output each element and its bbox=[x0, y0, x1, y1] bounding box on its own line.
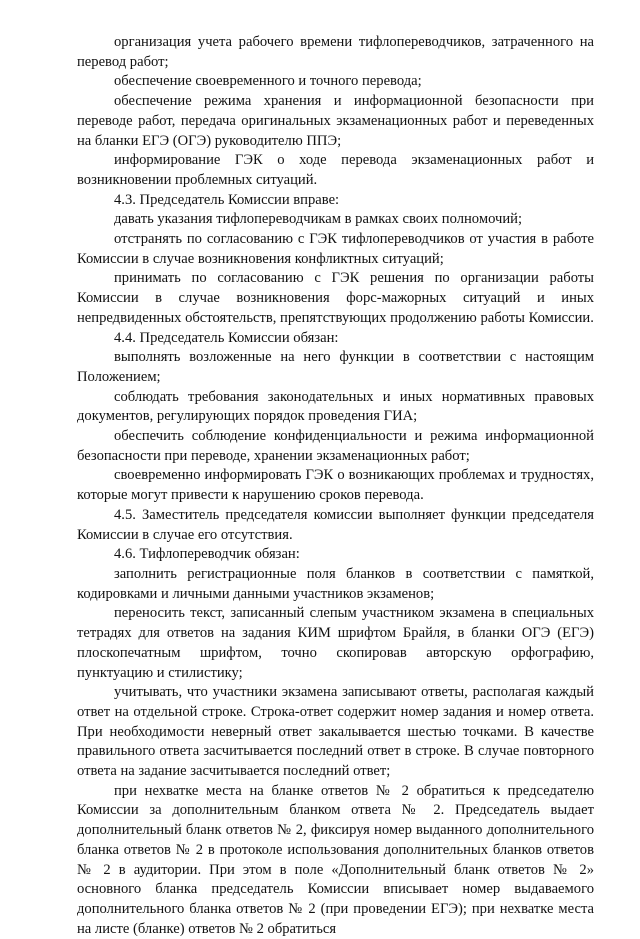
section-heading: 4.5. Заместитель председателя комиссии выполняет функции председателя Комиссии в случае его отсутствия. bbox=[77, 506, 594, 543]
section-heading: 4.6. Тифлопереводчик обязан: bbox=[114, 546, 300, 563]
paragraph: давать указания тифлопереводчикам в рамках своих полномочий; bbox=[114, 211, 522, 228]
paragraph: отстранять по согласованию с ГЭК тифлопереводчиков от участия в работе Комиссии в случае возникновения конфликтных ситуаций; bbox=[77, 231, 594, 267]
paragraph: организация учета рабочего времени тифлопереводчиков, затраченного на перевод работ; bbox=[77, 34, 594, 70]
paragraph: выполнять возложенные на него функции в соответствии с настоящим Положением; bbox=[77, 349, 594, 385]
section-heading: 4.3. Председатель Комиссии вправе: bbox=[114, 191, 340, 208]
paragraph: обеспечение режима хранения и информационной безопасности при переводе работ, передача оригинальных экзаменационных работ и переведенных на бланки ЕГЭ (ОГЭ) руководителю ППЭ; bbox=[77, 93, 594, 149]
paragraph: информирование ГЭК о ходе перевода экзаменационных работ и возникновении проблемных ситуаций. bbox=[77, 152, 594, 188]
paragraph: принимать по согласованию с ГЭК решения по организации работы Комиссии в случае возникновения форс-мажорных ситуаций и иных непредвиденных обстоятельств, препятствующих продолжению работы Комиссии. bbox=[77, 270, 594, 326]
document-body bbox=[77, 33, 594, 939]
paragraph: переносить текст, записанный слепым участником экзамена в специальных тетрадях для ответов на задания КИМ шрифтом Брайля, в бланки ОГЭ (ЕГЭ) плоскопечатным шрифтом, точно скопировав авторскую орфографию, пунктуацию и стилистику; bbox=[77, 605, 594, 681]
paragraph: заполнить регистрационные поля бланков в соответствии с памяткой, кодировками и личными данными участников экзаменов; bbox=[77, 565, 594, 602]
paragraph: обеспечение своевременного и точного перевода; bbox=[114, 73, 422, 90]
paragraph: обеспечить соблюдение конфиденциальности и режима информационной безопасности при переводе, хранении экзаменационных работ; bbox=[77, 428, 594, 464]
paragraph: своевременно информировать ГЭК о возникающих проблемах и трудностях, которые могут привести к нарушению сроков перевода. bbox=[77, 467, 594, 504]
paragraph: при нехватке места на бланке ответов № 2 обратиться к председателю Комиссии за дополнительным бланком ответа № 2. Председатель выдает дополнительный бланк ответов № 2, фиксируя номер выданного дополнительного бланка ответов № 2 в протоколе использования дополнительных бланков ответов № 2 в аудитории. При этом в поле «Дополнительный бланк ответов № 2» основного бланка председатель Комиссии вписывает номер выдаваемого дополнительного бланка ответов № 2 (при проведении ЕГЭ); при нехватке места на листе (бланке) ответов № 2 обратиться bbox=[77, 782, 594, 937]
paragraph: соблюдать требования законодательных и иных нормативных правовых документов, регулирующих порядок проведения ГИА; bbox=[77, 388, 594, 425]
paragraph: учитывать, что участники экзамена записывают ответы, располагая каждый ответ на отдельной строке. Строка-ответ содержит номер задания и номер ответа. При необходимости неверный ответ закалывается шестью точками. В качестве правильного ответа засчитывается последний ответ в строке. В случае повторного ответа на задание засчитывается последний ответ; bbox=[77, 684, 594, 780]
section-heading: 4.4. Председатель Комиссии обязан: bbox=[114, 329, 339, 346]
